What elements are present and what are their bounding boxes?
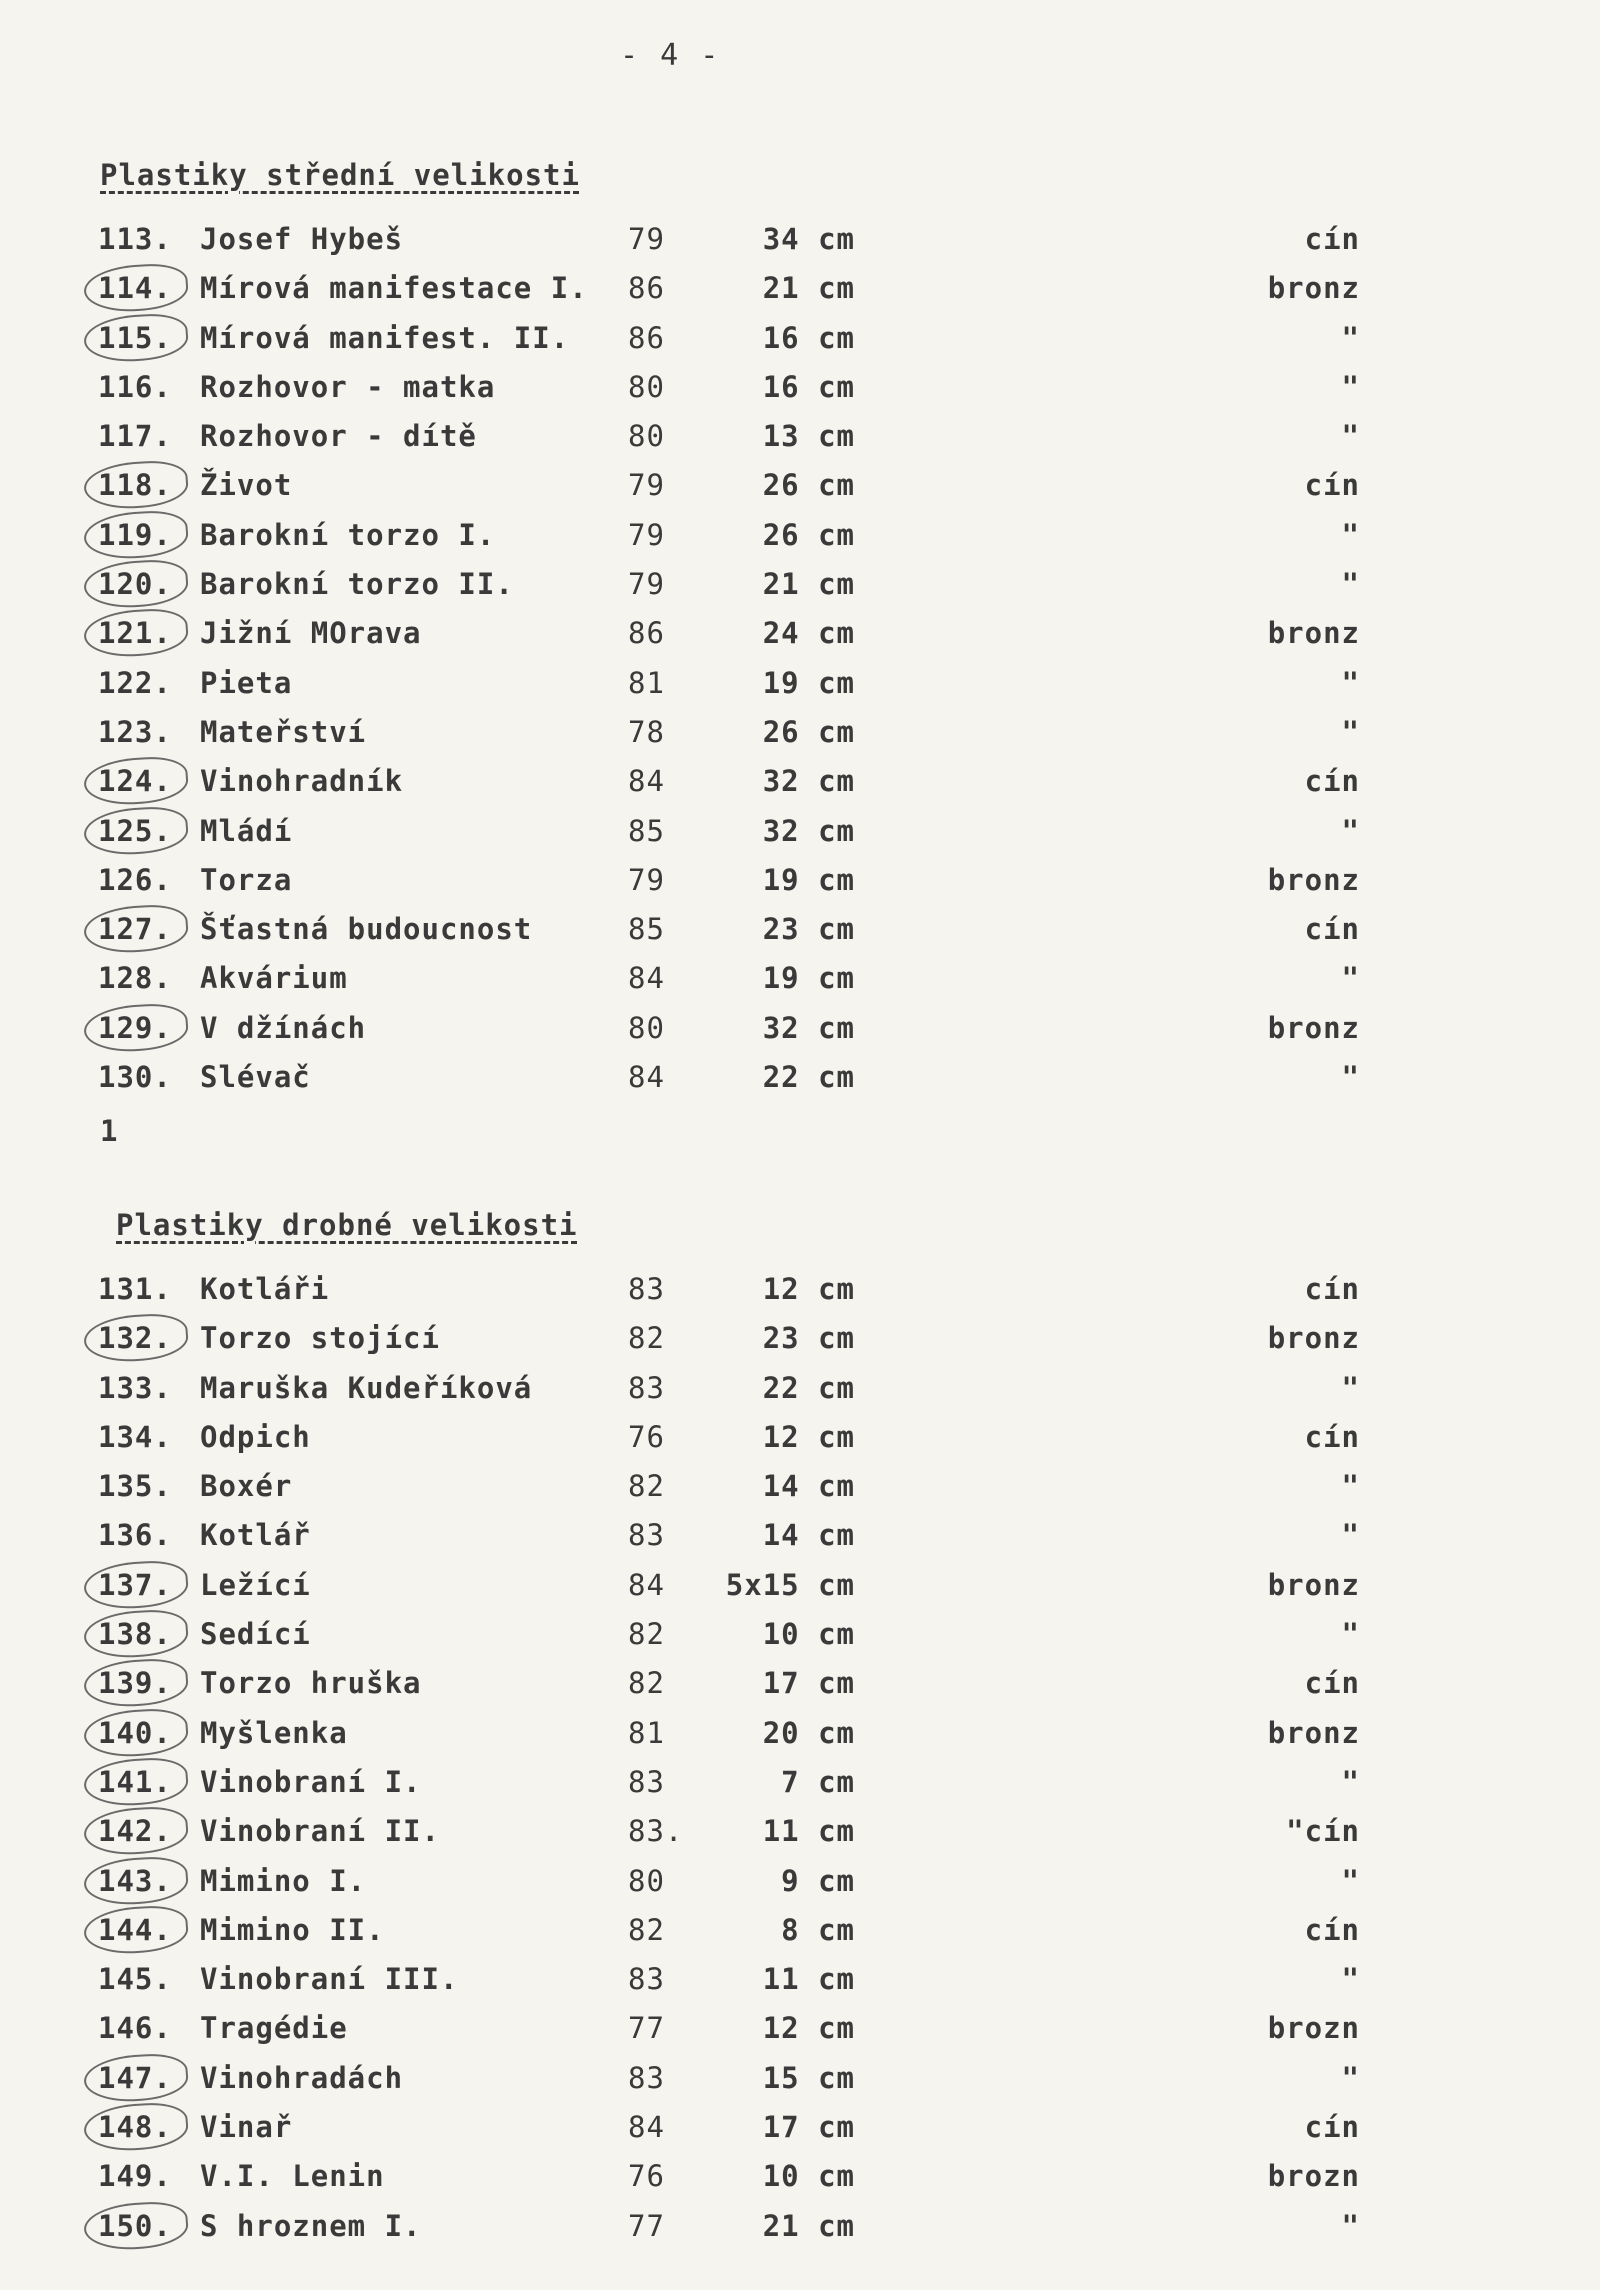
catalog-row (0, 1765, 1600, 1814)
item-size: 21 cm (762, 567, 855, 602)
item-year: 83 (628, 2060, 665, 2095)
item-number: 141. (98, 1765, 193, 1799)
catalog-list-small (0, 1272, 1600, 2258)
item-material: " (1341, 320, 1360, 355)
item-material: cín (1304, 468, 1360, 503)
item-year: 82 (628, 1469, 665, 1504)
item-material: " (1341, 1617, 1360, 1652)
item-year: 80 (628, 1010, 665, 1045)
item-year: 84 (628, 2110, 665, 2145)
item-title: Mírová manifestace I. (200, 271, 588, 306)
item-number: 147. (98, 2061, 193, 2095)
item-size: 23 cm (762, 912, 855, 947)
item-number: 127. (98, 912, 193, 946)
item-year: 80 (628, 419, 665, 454)
item-size: 32 cm (762, 764, 855, 799)
item-year: 77 (628, 2011, 665, 2046)
item-number: 148. (98, 2110, 193, 2144)
item-number: 128. (98, 961, 172, 996)
item-number: 130. (98, 1060, 172, 1095)
item-size: 15 cm (762, 2060, 855, 2095)
item-year: 79 (628, 567, 665, 602)
item-size: 16 cm (762, 320, 855, 355)
item-size: 26 cm (762, 714, 855, 749)
item-title: Vinohradník (200, 764, 404, 799)
item-number: 135. (98, 1469, 172, 1504)
item-number: 115. (98, 321, 193, 355)
item-size: 22 cm (762, 1060, 855, 1095)
item-size: 12 cm (762, 1419, 855, 1454)
item-material: " (1341, 1469, 1360, 1504)
item-year: 82 (628, 1666, 665, 1701)
item-year: 84 (628, 961, 665, 996)
catalog-row (0, 1568, 1600, 1617)
item-material: " (1341, 419, 1360, 454)
item-year: 82 (628, 1617, 665, 1652)
item-material: " (1341, 369, 1360, 404)
item-year: 82 (628, 1321, 665, 1356)
item-title: Kotlář (200, 1518, 311, 1553)
item-material: bronz (1267, 1010, 1360, 1045)
item-material: " (1341, 813, 1360, 848)
item-material: bronz (1267, 862, 1360, 897)
item-year: 80 (628, 1863, 665, 1898)
item-year: 86 (628, 320, 665, 355)
item-number: 113. (98, 222, 172, 256)
item-title: Kotláři (200, 1272, 330, 1306)
item-year: 76 (628, 2159, 665, 2194)
item-title: Odpich (200, 1419, 311, 1454)
catalog-row (0, 666, 1600, 715)
catalog-row (0, 468, 1600, 517)
catalog-row (0, 2110, 1600, 2159)
item-year: 79 (628, 222, 665, 256)
item-size: 19 cm (762, 961, 855, 996)
item-number: 134. (98, 1419, 172, 1454)
catalog-row (0, 715, 1600, 764)
item-year: 83 (628, 1764, 665, 1799)
item-year: 86 (628, 616, 665, 651)
item-year: 84 (628, 1567, 665, 1602)
catalog-row (0, 1420, 1600, 1469)
item-number: 142. (98, 1814, 193, 1848)
item-material: " (1341, 1962, 1360, 1997)
item-size: 20 cm (762, 1715, 855, 1750)
item-title: Torza (200, 862, 293, 897)
item-year: 83 (628, 1962, 665, 1997)
item-material: cín (1304, 222, 1360, 256)
item-year: 82 (628, 1912, 665, 1947)
section-title-medium: Plastiky střední velikosti (100, 158, 580, 192)
catalog-row (0, 1518, 1600, 1567)
item-title: Mateřství (200, 714, 367, 749)
item-title: Vinobraní II. (200, 1814, 440, 1849)
item-size: 13 cm (762, 419, 855, 454)
item-title: Šťastná budoucnost (200, 912, 533, 947)
item-number: 118. (98, 468, 193, 502)
item-material: cín (1304, 764, 1360, 799)
item-material: " (1341, 2208, 1360, 2243)
item-size: 24 cm (762, 616, 855, 651)
item-title: Maruška Kudeříková (200, 1370, 533, 1405)
item-material: " (1341, 961, 1360, 996)
item-size: 14 cm (762, 1518, 855, 1553)
item-size: 26 cm (762, 517, 855, 552)
item-size: 11 cm (762, 1962, 855, 1997)
item-size: 14 cm (762, 1469, 855, 1504)
item-number: 132. (98, 1321, 193, 1355)
item-size: 16 cm (762, 369, 855, 404)
item-size: 23 cm (762, 1321, 855, 1356)
catalog-row (0, 1716, 1600, 1765)
item-number: 145. (98, 1962, 172, 1997)
catalog-row (0, 961, 1600, 1010)
item-size: 12 cm (762, 1272, 855, 1306)
item-material: " (1341, 665, 1360, 700)
item-title: Torzo stojící (200, 1321, 440, 1356)
item-title: Torzo hruška (200, 1666, 422, 1701)
item-size: 32 cm (762, 1010, 855, 1045)
item-material: " (1341, 567, 1360, 602)
item-size: 21 cm (762, 2208, 855, 2243)
item-year: 83 (628, 1370, 665, 1405)
item-year: 79 (628, 517, 665, 552)
catalog-row (0, 616, 1600, 665)
item-number: 146. (98, 2011, 172, 2046)
item-material: cín (1304, 1912, 1360, 1947)
item-number: 119. (98, 518, 193, 552)
item-title: Mládí (200, 813, 293, 848)
item-size: 7 cm (781, 1764, 855, 1799)
item-number: 126. (98, 862, 172, 897)
item-title: Boxér (200, 1469, 293, 1504)
catalog-row (0, 567, 1600, 616)
item-year: 83. (628, 1814, 684, 1849)
item-year: 81 (628, 665, 665, 700)
item-number: 136. (98, 1518, 172, 1553)
item-material: brozn (1267, 2159, 1360, 2194)
item-number: 143. (98, 1864, 193, 1898)
catalog-row (0, 814, 1600, 863)
catalog-row (0, 1814, 1600, 1863)
item-number: 137. (98, 1568, 193, 1602)
catalog-row (0, 1060, 1600, 1109)
item-title: Rozhovor - dítě (200, 419, 477, 454)
item-size: 19 cm (762, 862, 855, 897)
section-title-small: Plastiky drobné velikosti (116, 1208, 578, 1242)
item-title: Slévač (200, 1060, 311, 1095)
catalog-row (0, 2159, 1600, 2208)
item-year: 76 (628, 1419, 665, 1454)
item-title: Barokní torzo II. (200, 567, 514, 602)
item-title: Pieta (200, 665, 293, 700)
item-year: 83 (628, 1272, 665, 1306)
catalog-row (0, 2209, 1600, 2258)
item-material: bronz (1267, 271, 1360, 306)
item-material: " (1341, 517, 1360, 552)
item-number: 149. (98, 2159, 172, 2194)
item-number: 138. (98, 1617, 193, 1651)
item-title: V.I. Lenin (200, 2159, 385, 2194)
catalog-row (0, 370, 1600, 419)
item-year: 79 (628, 862, 665, 897)
item-year: 80 (628, 369, 665, 404)
item-title: Josef Hybeš (200, 222, 404, 256)
item-number: 114. (98, 271, 193, 305)
item-material: " (1341, 1518, 1360, 1553)
item-year: 79 (628, 468, 665, 503)
item-title: S hroznem I. (200, 2208, 422, 2243)
item-number: 121. (98, 616, 193, 650)
item-material: " (1341, 1060, 1360, 1095)
catalog-row (0, 1617, 1600, 1666)
catalog-row (0, 1272, 1600, 1321)
item-size: 17 cm (762, 2110, 855, 2145)
catalog-row (0, 518, 1600, 567)
catalog-row (0, 271, 1600, 320)
catalog-row (0, 863, 1600, 912)
item-size: 10 cm (762, 1617, 855, 1652)
item-material: cín (1304, 1419, 1360, 1454)
item-title: Vinař (200, 2110, 293, 2145)
item-number: 120. (98, 567, 193, 601)
item-number: 140. (98, 1716, 193, 1750)
item-size: 34 cm (762, 222, 855, 256)
catalog-row (0, 1371, 1600, 1420)
item-size: 12 cm (762, 2011, 855, 2046)
catalog-row (0, 2011, 1600, 2060)
item-material: cín (1304, 1272, 1360, 1306)
item-number: 123. (98, 714, 172, 749)
item-year: 83 (628, 1518, 665, 1553)
item-title: Sedící (200, 1617, 311, 1652)
item-title: Ležící (200, 1567, 311, 1602)
item-title: Barokní torzo I. (200, 517, 496, 552)
item-size: 22 cm (762, 1370, 855, 1405)
item-number: 125. (98, 814, 193, 848)
item-material: brozn (1267, 2011, 1360, 2046)
item-title: Mírová manifest. II. (200, 320, 570, 355)
item-material: " (1341, 1370, 1360, 1405)
item-material: bronz (1267, 1321, 1360, 1356)
item-year: 84 (628, 1060, 665, 1095)
catalog-row (0, 1864, 1600, 1913)
catalog-row (0, 2061, 1600, 2110)
item-year: 78 (628, 714, 665, 749)
item-title: Mimino I. (200, 1863, 367, 1898)
catalog-row (0, 1321, 1600, 1370)
item-number: 117. (98, 419, 172, 454)
catalog-row (0, 912, 1600, 961)
catalog-row (0, 222, 1600, 271)
item-size: 26 cm (762, 468, 855, 503)
item-title: Vinobraní I. (200, 1764, 422, 1799)
item-title: Vinohradách (200, 2060, 404, 2095)
item-material: cín (1304, 2110, 1360, 2145)
catalog-row (0, 1962, 1600, 2011)
item-year: 81 (628, 1715, 665, 1750)
item-material: " (1341, 2060, 1360, 2095)
catalog-row (0, 764, 1600, 813)
catalog-list-medium (0, 222, 1600, 1109)
item-year: 85 (628, 912, 665, 947)
catalog-row (0, 1666, 1600, 1715)
item-size: 32 cm (762, 813, 855, 848)
item-material: cín (1304, 912, 1360, 947)
item-material: " (1341, 1764, 1360, 1799)
item-material: " (1341, 1863, 1360, 1898)
item-material: "cín (1286, 1814, 1360, 1849)
catalog-row (0, 419, 1600, 468)
page-number: - 4 - (620, 38, 721, 73)
item-number: 150. (98, 2209, 193, 2243)
item-number: 139. (98, 1666, 193, 1700)
item-size: 5x15 cm (725, 1567, 855, 1602)
stray-mark: 1 (100, 1114, 118, 1148)
item-size: 8 cm (781, 1912, 855, 1947)
item-title: V džínách (200, 1010, 367, 1045)
item-number: 122. (98, 665, 172, 700)
item-title: Myšlenka (200, 1715, 348, 1750)
item-material: bronz (1267, 1567, 1360, 1602)
item-material: bronz (1267, 1715, 1360, 1750)
item-number: 131. (98, 1272, 172, 1306)
item-material: cín (1304, 1666, 1360, 1701)
item-size: 17 cm (762, 1666, 855, 1701)
item-size: 21 cm (762, 271, 855, 306)
item-title: Mimino II. (200, 1912, 385, 1947)
item-title: Tragédie (200, 2011, 348, 2046)
item-number: 144. (98, 1913, 193, 1947)
item-title: Život (200, 468, 293, 503)
item-material: " (1341, 714, 1360, 749)
catalog-row (0, 321, 1600, 370)
item-title: Rozhovor - matka (200, 369, 496, 404)
item-year: 77 (628, 2208, 665, 2243)
item-title: Vinobraní III. (200, 1962, 459, 1997)
item-number: 129. (98, 1011, 193, 1045)
item-size: 19 cm (762, 665, 855, 700)
catalog-row (0, 1469, 1600, 1518)
item-number: 133. (98, 1370, 172, 1405)
item-year: 85 (628, 813, 665, 848)
item-year: 86 (628, 271, 665, 306)
item-year: 84 (628, 764, 665, 799)
item-title: Jižní MOrava (200, 616, 422, 651)
item-size: 11 cm (762, 1814, 855, 1849)
item-size: 10 cm (762, 2159, 855, 2194)
item-size: 9 cm (781, 1863, 855, 1898)
item-number: 124. (98, 764, 193, 798)
item-material: bronz (1267, 616, 1360, 651)
catalog-row (0, 1913, 1600, 1962)
catalog-row (0, 1011, 1600, 1060)
item-number: 116. (98, 369, 172, 404)
item-title: Akvárium (200, 961, 348, 996)
